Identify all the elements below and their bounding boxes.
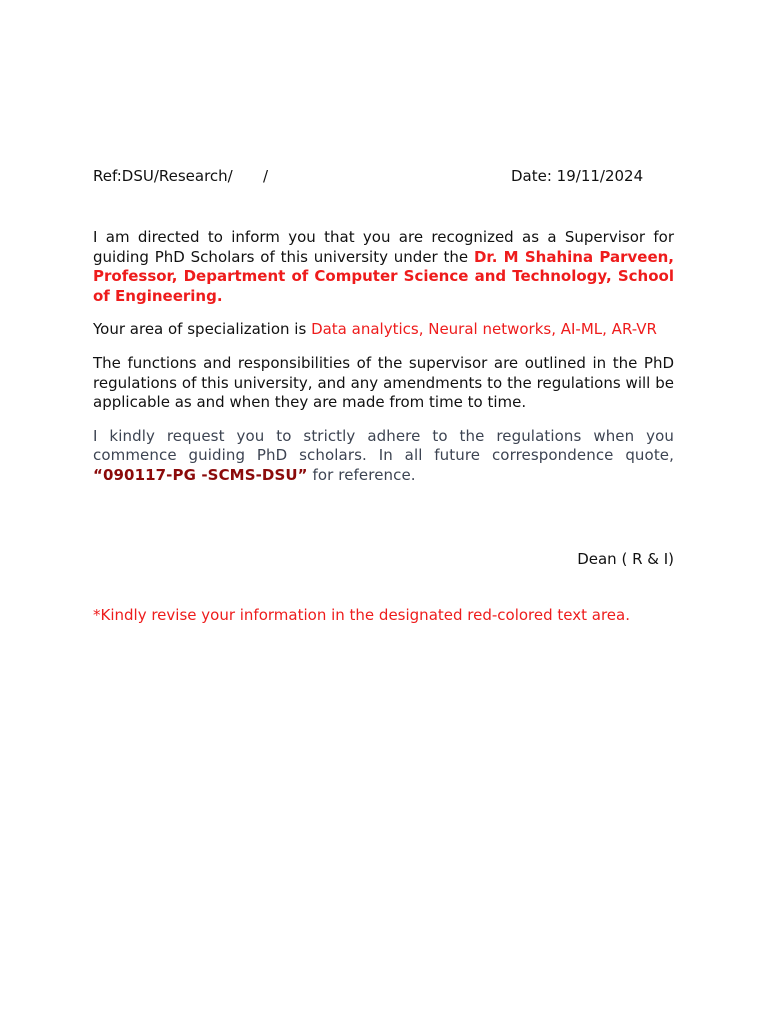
responsibilities-paragraph: The functions and responsibilities of the supervisor are outlined in the PhD regulations of this university, and any amendments to the regulations will be applicable as and when they are made from time to time. bbox=[93, 353, 674, 412]
request-text: I kindly request you to strictly adhere to the regulations when you commence guiding PhD scholars. In all future correspondence quote, bbox=[93, 426, 674, 465]
letter-date: Date: 19/11/2024 bbox=[511, 167, 644, 185]
reference-code: “090117-PG -SCMS-DSU” bbox=[93, 465, 308, 484]
request-suffix: for reference. bbox=[307, 465, 416, 484]
signoff: Dean ( R & I) bbox=[577, 549, 674, 568]
reference-slash: / bbox=[263, 167, 269, 185]
specialization-paragraph bbox=[93, 320, 674, 340]
letter-page bbox=[93, 166, 674, 625]
reference-number: Ref:DSU/Research/ bbox=[93, 167, 233, 185]
recognition-text: I am directed to inform you that you are recognized as a Supervisor for guiding PhD Scholars of this university under the bbox=[93, 228, 674, 266]
recognition-paragraph bbox=[93, 228, 674, 306]
specialization-areas: Data analytics, Neural networks, AI-ML, AR-VR bbox=[311, 320, 657, 339]
request-paragraph bbox=[93, 427, 674, 486]
revision-note: *Kindly revise your information in the designated red-colored text area. bbox=[93, 605, 630, 624]
specialization-text: Your area of specialization is bbox=[93, 320, 312, 339]
supervisor-details: Dr. M Shahina Parveen, Professor, Department of Computer Science and Technology, School of Engineering. bbox=[93, 247, 674, 305]
reference-row bbox=[93, 166, 674, 186]
